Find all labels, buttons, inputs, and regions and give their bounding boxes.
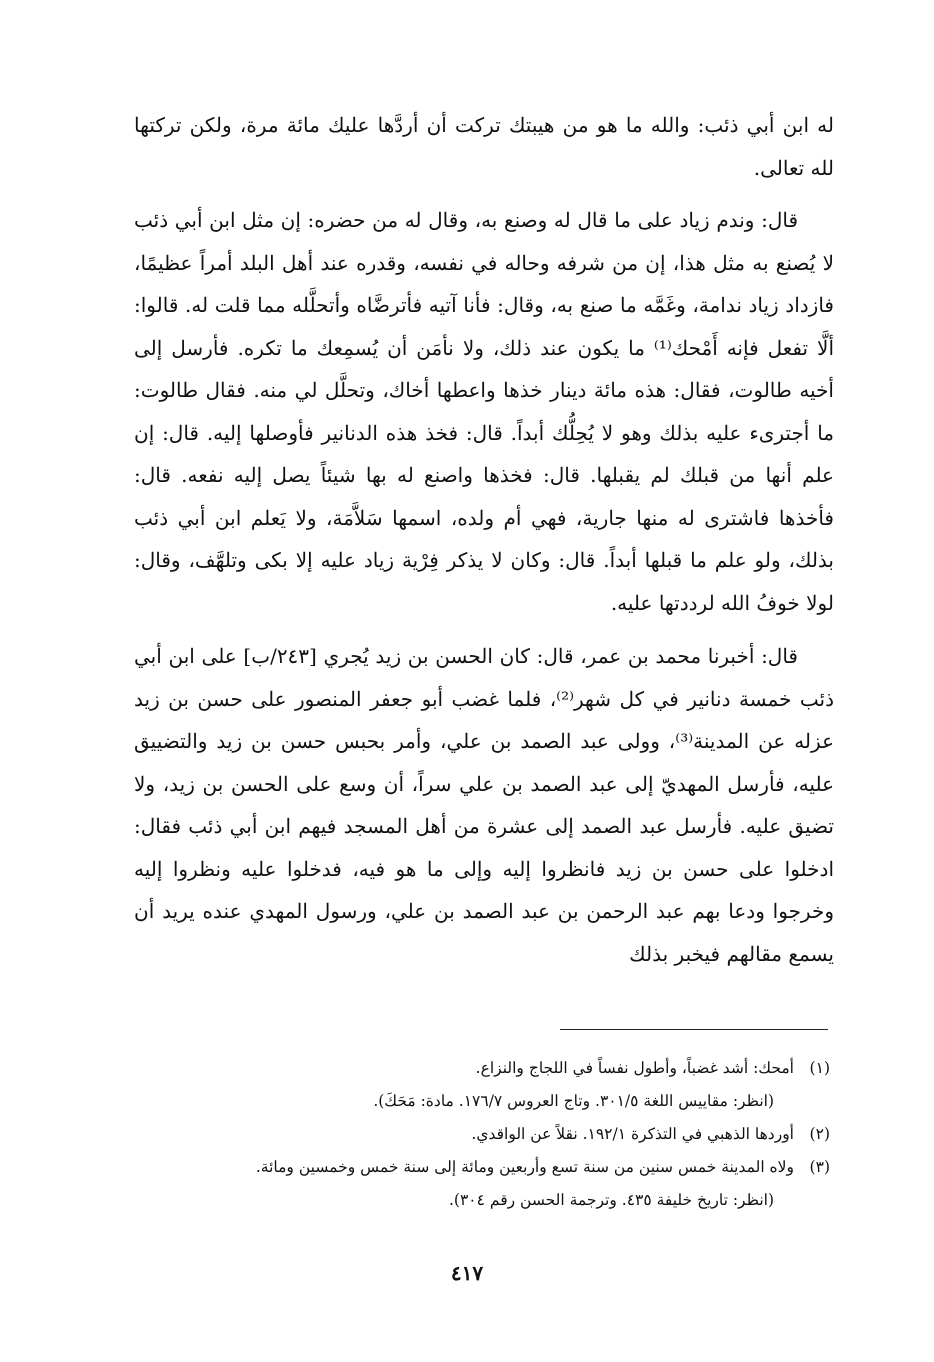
footnote-1 [150, 1052, 830, 1085]
paragraph-2: قال: وندم زياد على ما قال له وصنع به، وقال له من حضره: إن مثل ابن أبي ذئب لا يُصنع به مثل هذا، إن من شرفه وحاله في نفسه، وقدره عند أهل البلد أمراً عظيمًا، فازداد زياد ندامة، وغَمَّه ما صنع به، وقال: فأنا آتيه فأترضَّاه وأتحلَّله مما قلت له. قالوا: ألَّا تفعل فإنه أَمْحك⁽¹⁾ ما يكون عند ذلك، ولا نأمَن أن يُسمِعك ما تكره. فأرسل إلى أخيه طالوت، فقال: هذه مائة دينار خذها واعطها أخاك، وتحلَّل لي منه. فقال طالوت: ما أجترىء عليه بذلك وهو لا يُحِلُّك أبداً. قال: فخذ هذه الدنانير فأوصلها إليه. قال: إن علم أنها من قبلك لم يقبلها. قال: فخذها واصنع له بها شيئاً يصل إليه نفعه. قال: فأخذها فاشترى له منها جارية، فهي أم ولده، اسمها سَلاَّمَة، ولا يَعلم ابن أبي ذئب بذلك، ولو علم ما قبلها أبداً. قال: وكان لا يذكر فِرْية زياد عليه إلا بكى وتلهَّف، وقال: لولا خوفُ الله لرددتها عليه. [134, 208, 835, 615]
footnote-2 [150, 1118, 830, 1151]
footnote-3-text: ولاه المدينة خمس سنين من سنة تسع وأربعين ومائة إلى سنة خمس وخمسين ومائة. [255, 1158, 794, 1176]
footnote-2-number: (٢) [809, 1125, 830, 1143]
footnotes [150, 1052, 830, 1217]
footnote-3-source: (انظر: تاريخ خليفة ٤٣٥. وترجمة الحسن رقم ٣٠٤). [449, 1191, 774, 1209]
footnote-1-number: (١) [809, 1059, 830, 1077]
footnote-3 [150, 1151, 830, 1184]
paragraph-1: له ابن أبي ذئب: والله ما هو من هيبتك تركت أن أردَّها عليك مائة مرة، ولكن تركتها لله تعالى. [134, 113, 834, 180]
footnote-2-text: أوردها الذهبي في التذكرة ١٩٢/١. نقلاً عن الواقدي. [471, 1125, 794, 1143]
footnote-1-text: أمحك: أشد غضباً، وأطول نفساً في اللجاج والنزاع. [475, 1059, 794, 1077]
footnote-1-source: (انظر: مقاييس اللغة ٣٠١/٥. وتاج العروس ١٧٦/٧. مادة: مَحَكَ). [373, 1092, 774, 1110]
footnote-3-number: (٣) [809, 1158, 830, 1176]
page-number: ٤١٧ [450, 1261, 484, 1285]
footnote-divider [560, 1029, 828, 1030]
paragraph-3: قال: أخبرنا محمد بن عمر، قال: كان الحسن بن زيد يُجري [٢٤٣/ب] على ابن أبي ذئب خمسة دنانير في كل شهر⁽²⁾، فلما غضب أبو جعفر المنصور على حسن بن زيد عزله عن المدينة⁽³⁾، وولى عبد الصمد بن علي، وأمر بحبس حسن بن زيد والتضييق عليه، فأرسل المهديّ إلى عبد الصمد بن علي سراً، أن وسع على الحسن بن زيد، ولا تضيق عليه. فأرسل عبد الصمد إلى عشرة من أهل المسجد فيهم ابن أبي ذئب فقال: ادخلوا على حسن بن زيد فانظروا إليه وإلى ما هو فيه، فدخلوا عليه ونظروا إليه وخرجوا ودعا بهم عبد الرحمن بن عبد الصمد بن علي، ورسول المهدي عنده يريد أن يسمع مقالهم فيخبر بذلك [134, 644, 834, 966]
